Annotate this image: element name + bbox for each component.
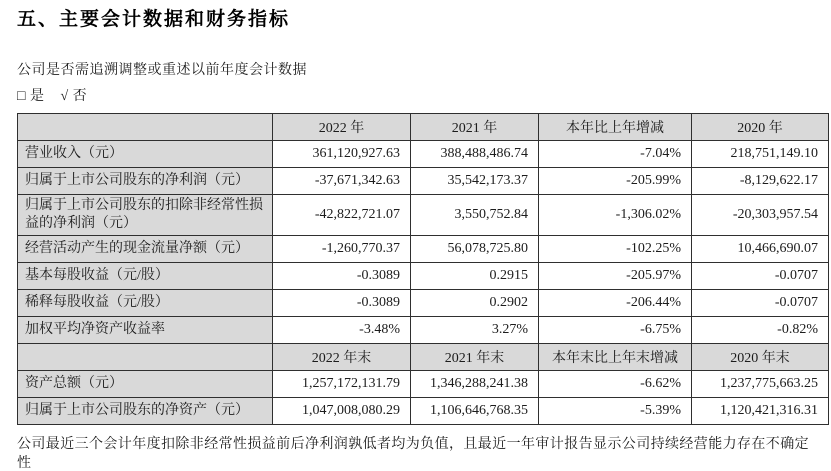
row-label: 加权平均净资产收益率 [18,317,273,344]
cell-2022: 361,120,927.63 [273,141,411,168]
cell-2021: 56,078,725.80 [411,236,539,263]
table-header-annual [18,114,829,141]
column-header-2020: 2020 年 [692,114,829,141]
row-label: 归属于上市公司股东的净资产（元） [18,398,273,425]
cell-2021: 1,106,646,768.35 [411,398,539,425]
cell-2020: -20,303,957.54 [692,195,829,236]
row-label: 基本每股收益（元/股） [18,263,273,290]
cell-2020: 10,466,690.07 [692,236,829,263]
cell-2022: 1,257,172,131.79 [273,371,411,398]
cell-2022: -0.3089 [273,263,411,290]
option-yes-unchecked: □ 是 [17,89,45,104]
table-row-weighted-avg-roe [18,317,829,344]
column-header-2022: 2022 年 [273,114,411,141]
cell-yoy: -5.39% [539,398,692,425]
cell-2022: 1,047,008,080.29 [273,398,411,425]
cell-2020: -8,129,622.17 [692,168,829,195]
cell-2021: 0.2915 [411,263,539,290]
row-label: 资产总额（元） [18,371,273,398]
financial-indicators-table [17,113,829,425]
cell-2020: -0.0707 [692,290,829,317]
column-header-2021-end: 2021 年末 [411,344,539,371]
column-header-2021: 2021 年 [411,114,539,141]
cell-yoy: -1,306.02% [539,195,692,236]
table-row-operating-cash-flow [18,236,829,263]
table-row-net-assets [18,398,829,425]
cell-yoy: -6.62% [539,371,692,398]
row-label: 归属于上市公司股东的扣除非经常性损益的净利润（元） [18,195,273,236]
cell-2021: 1,346,288,241.38 [411,371,539,398]
cell-2021: 3,550,752.84 [411,195,539,236]
cell-2020: -0.0707 [692,263,829,290]
row-label: 归属于上市公司股东的净利润（元） [18,168,273,195]
column-header-2020-end: 2020 年末 [692,344,829,371]
cell-yoy: -102.25% [539,236,692,263]
table-row-basic-eps [18,263,829,290]
table-row-revenue [18,141,829,168]
cell-yoy: -205.97% [539,263,692,290]
cell-2020: 1,237,775,663.25 [692,371,829,398]
corner-cell [18,344,273,371]
table-row-net-profit-excl-nonrecurring [18,195,829,236]
going-concern-footnote: 公司最近三个会计年度扣除非经常性损益前后净利润孰低者均为负值，且最近一年审计报告显示公司持续经营能力存在不确定性 [17,437,809,471]
table-row-total-assets [18,371,829,398]
cell-2020: 1,120,421,316.31 [692,398,829,425]
row-label: 经营活动产生的现金流量净额（元） [18,236,273,263]
table-row-net-profit [18,168,829,195]
cell-yoy: -7.04% [539,141,692,168]
page-title: 五、主要会计数据和财务指标 [17,9,291,30]
table-row-diluted-eps [18,290,829,317]
column-header-yoy: 本年比上年增减 [539,114,692,141]
cell-yoy: -205.99% [539,168,692,195]
cell-2021: 35,542,173.37 [411,168,539,195]
cell-2021: 388,488,486.74 [411,141,539,168]
restate-options [17,88,828,106]
table-header-year-end [18,344,829,371]
cell-2020: 218,751,149.10 [692,141,829,168]
corner-cell [18,114,273,141]
cell-yoy: -206.44% [539,290,692,317]
cell-2021: 3.27% [411,317,539,344]
restate-question: 公司是否需追溯调整或重述以前年度会计数据 [17,63,307,78]
cell-2022: -1,260,770.37 [273,236,411,263]
cell-yoy: -6.75% [539,317,692,344]
column-header-2022-end: 2022 年末 [273,344,411,371]
row-label: 稀释每股收益（元/股） [18,290,273,317]
cell-2022: -37,671,342.63 [273,168,411,195]
cell-2022: -3.48% [273,317,411,344]
cell-2020: -0.82% [692,317,829,344]
option-no-checked: √ 否 [60,89,88,104]
cell-2022: -42,822,721.07 [273,195,411,236]
cell-2022: -0.3089 [273,290,411,317]
column-header-yoy-end: 本年末比上年末增减 [539,344,692,371]
row-label: 营业收入（元） [18,141,273,168]
cell-2021: 0.2902 [411,290,539,317]
